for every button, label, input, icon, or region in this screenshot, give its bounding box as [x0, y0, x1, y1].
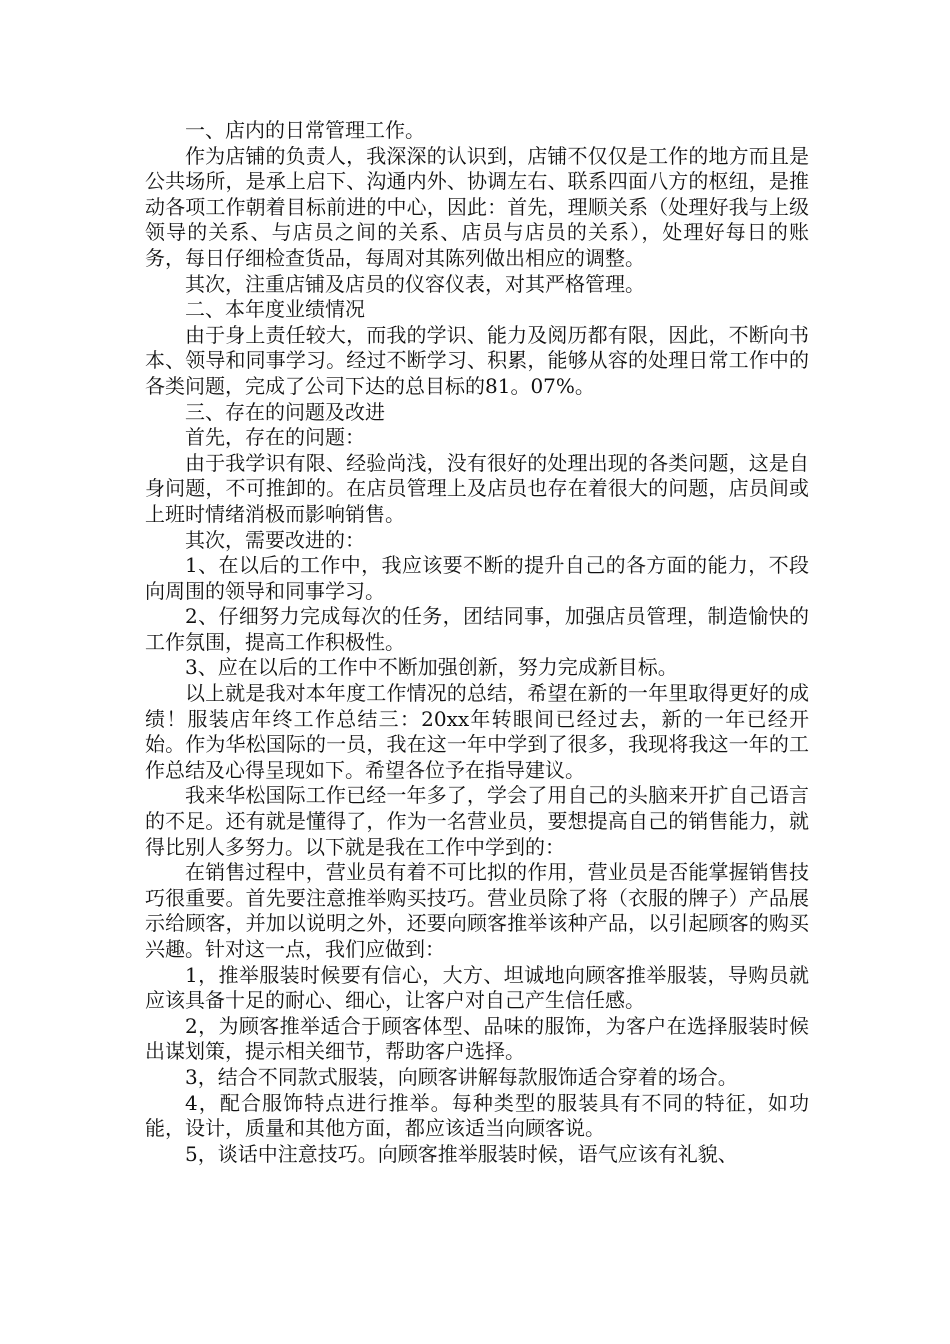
list-item: 5，谈话中注意技巧。向顾客推举服装时候，语气应该有礼貌、 [185, 1141, 738, 1166]
paragraph: 其次，需要改进的： [185, 527, 365, 552]
paragraph: 由于我学识有限、经验尚浅，没有很好的处理出现的各类问题，这是自身问题，不可推卸的。在店员管理上及店员也存在着很大的问题，店员间或上班时情绪消极而影响销售。 [145, 450, 809, 526]
section-heading-problems-improvements: 三、存在的问题及改进 [185, 399, 385, 424]
list-item: 3、应在以后的工作中不断加强创新，努力完成新目标。 [185, 655, 678, 680]
list-item: 1，推举服装时候要有信心，大方、坦诚地向顾客推举服装，导购员就应该具备十足的耐心、细心，让客户对自己产生信任感。 [145, 962, 809, 1013]
paragraph: 由于身上责任较大，而我的学识、能力及阅历都有限，因此，不断向书本、领导和同事学习。经过不断学习、积累，能够从容的处理日常工作中的各类问题，完成了公司下达的总目标的81。07%。 [145, 322, 809, 398]
list-item: 1、在以后的工作中，我应该要不断的提升自己的各方面的能力，不段向周围的领导和同事学习。 [145, 553, 809, 603]
paragraph: 其次，注重店铺及店员的仪容仪表，对其严格管理。 [185, 271, 645, 296]
list-item: 3，结合不同款式服装，向顾客讲解每款服饰适合穿着的场合。 [185, 1064, 738, 1089]
paragraph: 以上就是我对本年度工作情况的总结，希望在新的一年里取得更好的成绩！服装店年终工作总结三：20xx年转眼间已经过去，新的一年已经开始。作为华松国际的一员，我在这一年中学到了很多，我现将我这一年的工作总结及心得呈现如下。希望各位予在指导建议。 [145, 681, 809, 782]
paragraph: 首先，存在的问题： [185, 425, 365, 450]
list-item: 2，为顾客推举适合于顾客体型、品味的服饰，为客户在选择服装时候出谋划策，提示相关细节，帮助客户选择。 [145, 1013, 809, 1064]
list-item: 4，配合服饰特点进行推举。每种类型的服装具有不同的特征，如功能，设计，质量和其他方面，都应该适当向顾客说。 [145, 1090, 809, 1141]
paragraph: 作为店铺的负责人，我深深的认识到，店铺不仅仅是工作的地方而且是公共场所，是承上启下、沟通内外、协调左右、联系四面八方的枢纽，是推动各项工作朝着目标前进的中心，因此：首先，理顺关系（处理好我与上级领导的关系、与店员之间的关系、店员与店员的关系），处理好每日的账务，每日仔细检查货品，每周对其陈列做出相应的调整。 [145, 143, 809, 270]
paragraph: 在销售过程中，营业员有着不可比拟的作用，营业员是否能掌握销售技巧很重要。首先要注意推举购买技巧。营业员除了将（衣服的牌子）产品展示给顾客，并加以说明之外，还要向顾客推举该种产品，以引起顾客的购买兴趣。针对这一点，我们应做到： [145, 860, 809, 961]
document-body [145, 118, 809, 1167]
list-item: 2、仔细努力完成每次的任务，团结同事，加强店员管理，制造愉快的工作氛围，提高工作积极性。 [145, 604, 809, 654]
paragraph: 我来华松国际工作已经一年多了，学会了用自己的头脑来开扩自己语言的不足。还有就是懂得了，作为一名营业员，要想提高自己的销售能力，就得比别人多努力。以下就是我在工作中学到的： [145, 783, 809, 859]
section-heading-daily-management: 一、店内的日常管理工作。 [185, 118, 425, 142]
section-heading-annual-performance: 二、本年度业绩情况 [185, 297, 365, 322]
